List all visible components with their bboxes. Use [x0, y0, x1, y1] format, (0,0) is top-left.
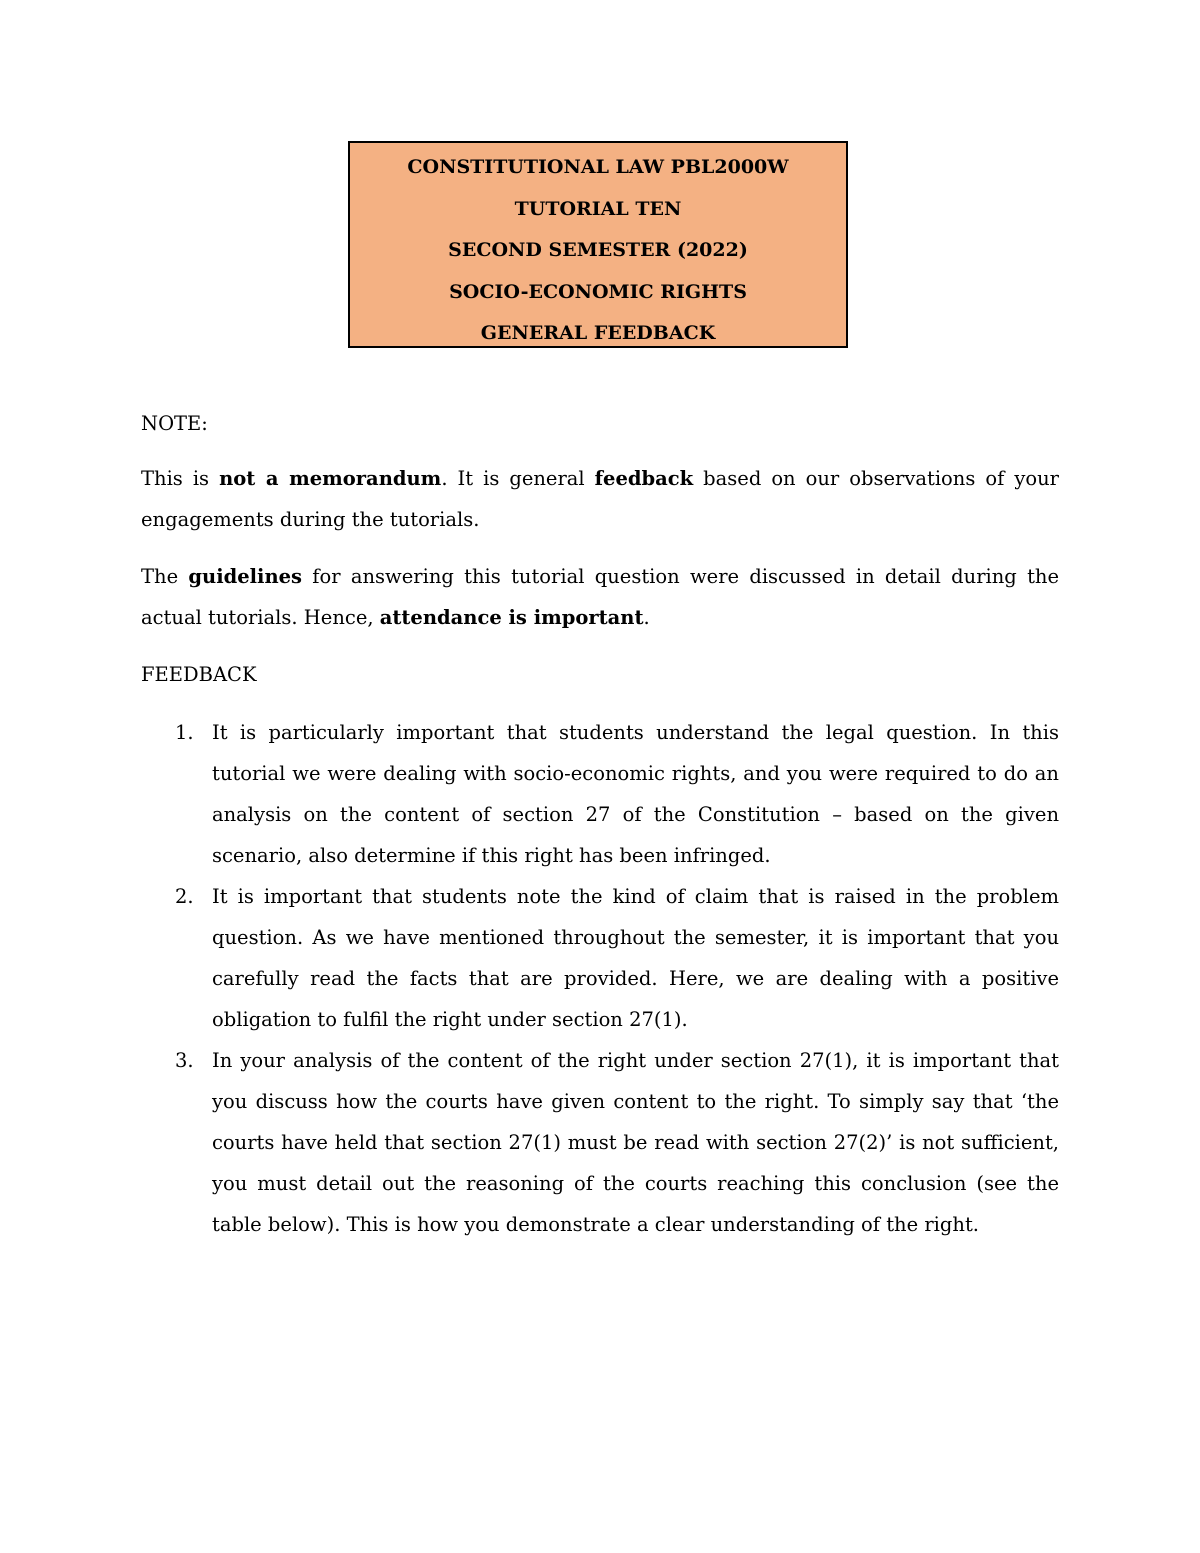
course-title: CONSTITUTIONAL LAW PBL2000W: [407, 156, 789, 178]
feedback-list: [141, 712, 1059, 1245]
feedback-item-text: In your analysis of the content of the right under section 27(1), it is important that you discuss how the courts have given content to the right. To simply say that ‘the courts have held that section 27(1) must be read with section 27(2)’ is not sufficient, you must detail out the reasoning of the courts reaching this conclusion (see the table below). This is how you demonstrate a clear understanding of the right.: [212, 1049, 1059, 1236]
note-label: NOTE:: [141, 412, 208, 435]
note-p2-text-1: The: [141, 565, 189, 588]
note-p1-text-3: based on our observations of your engagements during the tutorials.: [141, 467, 1059, 531]
feedback-item-number: 1.: [175, 721, 194, 744]
feedback-item-text: It is important that students note the kind of claim that is raised in the problem question. As we have mentioned throughout the semester, it is important that you carefully read the facts that are provided. Here, we are dealing with a positive obligation to fulfil the right under section 27(1).: [212, 885, 1059, 1031]
note-paragraph-memorandum: [141, 458, 1059, 540]
feedback-item-number: 3.: [175, 1049, 194, 1072]
note-p2-text-2: for answering this tutorial question were discussed in detail during the actual tutorials. Hence,: [141, 565, 1060, 629]
title-box: [348, 141, 848, 348]
feedback-item-1: [141, 712, 1059, 876]
feedback-item-text: It is particularly important that students understand the legal question. In this tutorial we were dealing with socio-economic rights, and you were required to do an analysis on the content of section 27 of the Constitution – based on the given scenario, also determine if this right has been infringed.: [212, 721, 1059, 867]
note-p2-text-3: .: [643, 606, 650, 629]
note-paragraph-guidelines: [141, 556, 1059, 638]
topic-title: SOCIO-ECONOMIC RIGHTS: [449, 280, 747, 303]
feedback-item-number: 2.: [175, 885, 194, 908]
note-p1-text-1: This is: [141, 467, 220, 490]
semester-title: SECOND SEMESTER (2022): [448, 239, 748, 261]
document-type-title: GENERAL FEEDBACK: [480, 322, 716, 344]
tutorial-title: TUTORIAL TEN: [514, 197, 682, 220]
note-p1-bold-feedback: feedback: [594, 467, 694, 490]
feedback-item-3: [141, 1040, 1059, 1245]
note-p1-bold-not-memorandum: not a memorandum: [219, 467, 442, 490]
feedback-item-2: [141, 876, 1059, 1040]
note-p2-bold-guidelines: guidelines: [188, 565, 303, 588]
feedback-label: FEEDBACK: [141, 663, 257, 686]
note-p1-text-2: . It is general: [441, 467, 595, 490]
note-p2-bold-attendance: attendance is important: [379, 606, 644, 629]
